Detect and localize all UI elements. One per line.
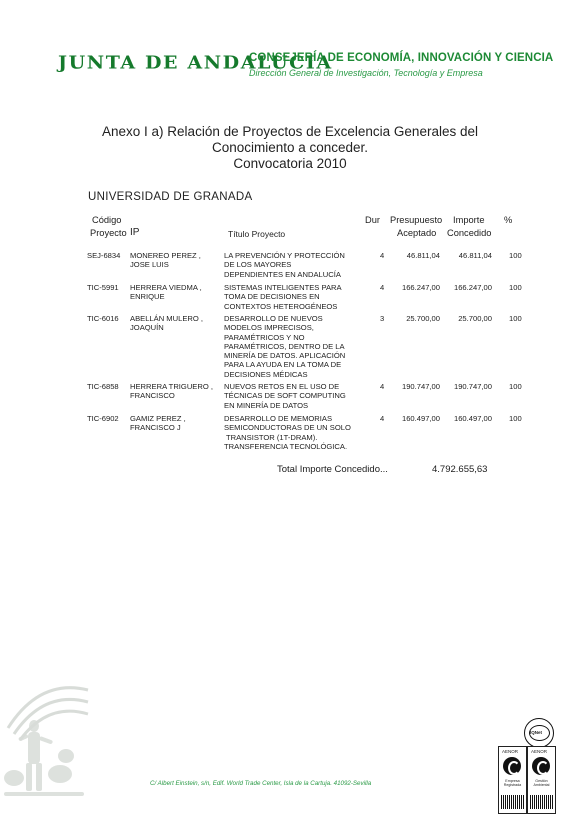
cell-titulo-line: SEMICONDUCTORAS DE UN SOLO bbox=[224, 423, 351, 433]
consejeria-title: CONSEJERÍA DE ECONOMÍA, INNOVACIÓN Y CIENCIA bbox=[249, 52, 554, 64]
title-line-2: Conocimiento a conceder. bbox=[211, 140, 369, 155]
cell-pct: 100 bbox=[509, 314, 522, 323]
andalucia-seal-watermark bbox=[0, 668, 95, 808]
cell-titulo bbox=[224, 314, 345, 379]
cell-pct: 100 bbox=[509, 382, 522, 391]
cell-importe: 166.247,00 bbox=[453, 283, 492, 292]
aenor-logo-icon bbox=[532, 757, 550, 775]
cell-titulo-line: DEPENDIENTES EN ANDALUCÍA bbox=[224, 269, 341, 279]
university-name: UNIVERSIDAD DE GRANADA bbox=[88, 191, 253, 203]
cell-pct: 100 bbox=[509, 251, 522, 260]
cell-titulo bbox=[224, 382, 346, 410]
cell-dur: 4 bbox=[380, 382, 385, 391]
cert-label: Empresa Registrada bbox=[503, 779, 522, 788]
cell-pct: 100 bbox=[509, 414, 522, 423]
cell-pct: 100 bbox=[509, 283, 522, 292]
cell-titulo-line: LA PREVENCIÓN Y PROTECCIÓN bbox=[224, 251, 345, 260]
cell-codigo: TIC-5991 bbox=[87, 283, 119, 292]
cell-titulo-line: PARAMÉTRICOS, DENTRO DE LA bbox=[224, 341, 345, 351]
cell-titulo-line: PARA LA AYUDA EN LA TOMA DE bbox=[224, 360, 342, 370]
cell-importe: 190.747,00 bbox=[453, 382, 492, 391]
cell-dur: 4 bbox=[380, 414, 385, 423]
cell-ip-line: HERRERA VIEDMA , bbox=[130, 283, 202, 292]
cell-codigo: TIC-6858 bbox=[87, 382, 119, 391]
footer-address: C/ Albert Einstein, s/n, Edif. World Trade Center, Isla de la Cartuja. 41092-Sevilla bbox=[150, 780, 372, 787]
cell-titulo-line: MINERÍA DE DATOS. APLICACIÓN bbox=[224, 351, 346, 361]
direccion-subtitle: Dirección General de Investigación, Tecnología y Empresa bbox=[249, 68, 483, 78]
aenor-label: AENOR bbox=[502, 749, 519, 754]
cell-ip-line: MONEREO PEREZ , bbox=[130, 251, 201, 260]
aenor-environment-badge bbox=[527, 746, 556, 814]
cell-titulo bbox=[224, 283, 342, 311]
cell-ip-line: JOSE LUIS bbox=[130, 260, 169, 270]
aenor-registered-badge bbox=[498, 746, 527, 814]
title-line-1: Anexo I a) Relación de Proyectos de Excelencia Generales del bbox=[102, 124, 478, 139]
aenor-logo-icon bbox=[503, 757, 521, 775]
cell-dur: 3 bbox=[380, 314, 385, 323]
cell-ip bbox=[130, 283, 202, 302]
barcode-icon bbox=[530, 795, 553, 809]
cell-titulo-line: MODELOS IMPRECISOS, bbox=[224, 323, 314, 333]
cell-titulo bbox=[224, 251, 345, 279]
cell-importe: 160.497,00 bbox=[453, 414, 492, 423]
cell-ip bbox=[130, 314, 203, 333]
cell-titulo bbox=[224, 414, 351, 451]
cell-dur: 4 bbox=[380, 283, 385, 292]
barcode-icon bbox=[501, 795, 524, 809]
col-header-pct: % bbox=[504, 215, 513, 225]
cell-ip-line: HERRERA TRIGUERO , bbox=[130, 382, 213, 391]
cell-presupuesto: 160.497,00 bbox=[401, 414, 440, 423]
col-header-presupuesto: Presupuesto bbox=[390, 215, 443, 225]
cell-presupuesto: 190.747,00 bbox=[401, 382, 440, 391]
col-header-concedido: Concedido bbox=[447, 228, 492, 238]
cell-codigo: TIC-6016 bbox=[87, 314, 119, 323]
cert-label: Gestión Ambiental bbox=[533, 779, 550, 788]
cell-ip bbox=[130, 414, 186, 433]
aenor-label: AENOR bbox=[531, 749, 548, 754]
cell-presupuesto: 25.700,00 bbox=[406, 314, 440, 323]
col-header-ip: IP bbox=[130, 227, 140, 238]
col-header-dur: Dur bbox=[365, 215, 380, 225]
cell-titulo-line: EN MINERÍA DE DATOS bbox=[224, 400, 309, 410]
cell-dur: 4 bbox=[380, 251, 385, 260]
cell-presupuesto: 46.811,04 bbox=[406, 251, 440, 260]
brand-logo-text: JUNTA DE ANDALUCIA bbox=[58, 52, 333, 74]
cell-ip-line: JOAQUÍN bbox=[130, 323, 164, 333]
cell-ip-line: ENRIQUE bbox=[130, 292, 165, 302]
cell-titulo-line: DESARROLLO DE MEMORIAS bbox=[224, 414, 333, 423]
cell-titulo-line: TOMA DE DECISIONES EN bbox=[224, 292, 320, 302]
total-value: 4.792.655,63 bbox=[432, 464, 488, 475]
document-title bbox=[0, 124, 580, 172]
cell-titulo-line: TRANSISTOR (1T-DRAM). bbox=[224, 432, 318, 442]
cell-importe: 46.811,04 bbox=[458, 251, 492, 260]
col-header-aceptado: Aceptado bbox=[397, 228, 437, 238]
cell-ip-line: FRANCISCO bbox=[130, 391, 175, 401]
cell-titulo-line: PARAMÉTRICOS Y NO bbox=[224, 332, 305, 342]
cell-titulo-line: CONTEXTOS HETEROGÉNEOS bbox=[224, 301, 338, 311]
cell-titulo-line: DESARROLLO DE NUEVOS bbox=[224, 314, 323, 323]
col-header-codigo: Código bbox=[92, 215, 122, 225]
cell-titulo-line: SISTEMAS INTELIGENTES PARA bbox=[224, 283, 342, 292]
cell-presupuesto: 166.247,00 bbox=[401, 283, 440, 292]
cell-codigo: SEJ-6834 bbox=[87, 251, 121, 260]
cell-ip-line: GAMIZ PEREZ , bbox=[130, 414, 186, 423]
iqnet-badge-icon: IQNet bbox=[524, 718, 554, 748]
col-header-titulo: Título Proyecto bbox=[228, 229, 286, 239]
cell-titulo-line: NUEVOS RETOS EN EL USO DE bbox=[224, 382, 340, 391]
cell-ip bbox=[130, 382, 213, 401]
cell-ip-line: FRANCISCO J bbox=[130, 423, 181, 433]
total-label: Total Importe Concedido... bbox=[277, 464, 388, 475]
cell-titulo-line: DECISIONES MÉDICAS bbox=[224, 369, 308, 379]
col-header-proyecto: Proyecto bbox=[90, 228, 127, 238]
cell-codigo: TIC-6902 bbox=[87, 414, 119, 423]
cell-importe: 25.700,00 bbox=[458, 314, 492, 323]
cell-titulo-line: TÉCNICAS DE SOFT COMPUTING bbox=[224, 391, 346, 401]
title-line-3: Convocatoria 2010 bbox=[233, 156, 347, 171]
cell-ip bbox=[130, 251, 201, 270]
col-header-importe: Importe bbox=[453, 215, 485, 225]
cell-titulo-line: DE LOS MAYORES bbox=[224, 260, 292, 270]
cell-ip-line: ABELLÁN MULERO , bbox=[130, 314, 204, 323]
cell-titulo-line: TRANSFERENCIA TECNOLÓGICA. bbox=[224, 441, 348, 451]
